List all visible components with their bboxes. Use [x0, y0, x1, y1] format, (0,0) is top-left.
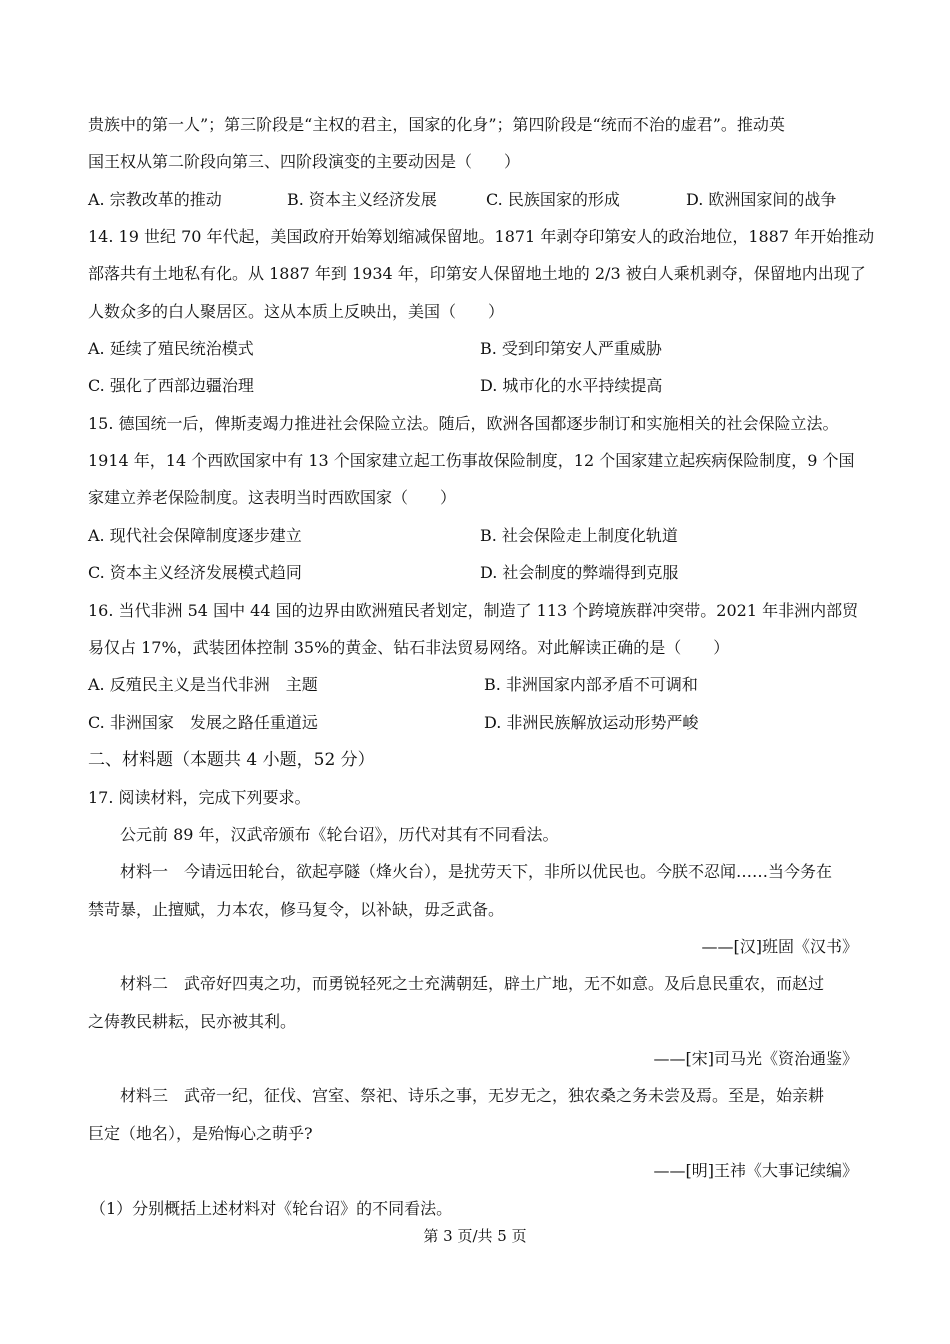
q15-option-d[interactable]: D. 社会制度的弊端得到克服 — [480, 563, 679, 582]
section-2-title: 二、材料题（本题共 4 小题，52 分） — [88, 750, 375, 770]
q13-option-c[interactable]: C. 民族国家的形成 — [486, 190, 620, 209]
material-3-line-2: 巨定（地名），是殆悔心之萌乎? — [88, 1124, 313, 1143]
material-2-line-1: 材料二 武帝好四夷之功，而勇锐轻死之士充满朝廷，辟土广地，无不如意。及后息民重农，而赵过 — [120, 974, 825, 993]
q15-line-3: 家建立养老保险制度。这表明当时西欧国家（ ） — [88, 488, 457, 507]
q17-subquestion-1: （1）分别概括上述材料对《轮台诏》的不同看法。 — [90, 1199, 453, 1218]
q14-option-c[interactable]: C. 强化了西部边疆治理 — [88, 376, 254, 395]
material-1-source: ——[汉]班固《汉书》 — [701, 937, 858, 956]
q13-line-2: 国王权从第二阶段向第三、四阶段演变的主要动因是（ ） — [88, 152, 521, 171]
q15-line-2: 1914 年，14 个西欧国家中有 13 个国家建立起工伤事故保险制度，12 个国家建立起疾病保险制度，9 个国 — [88, 451, 855, 470]
material-2-line-2: 之俦教民耕耘，民亦被其利。 — [88, 1012, 297, 1031]
q15-option-a[interactable]: A. 现代社会保障制度逐步建立 — [88, 526, 302, 545]
q15-line-1: 15. 德国统一后，俾斯麦竭力推进社会保险立法。随后，欧洲各国都逐步制订和实施相关的社会保险立法。 — [88, 414, 839, 433]
q14-line-2: 部落共有土地私有化。从 1887 年到 1934 年，印第安人保留地土地的 2/3 被白人乘机剥夺，保留地内出现了 — [88, 264, 866, 283]
q14-line-1: 14. 19 世纪 70 年代起，美国政府开始筹划缩减保留地。1871 年剥夺印第安人的政治地位，1887 年开始推动 — [88, 227, 875, 246]
q15-option-c[interactable]: C. 资本主义经济发展模式趋同 — [88, 563, 302, 582]
material-1-line-2: 禁苛暴，止擅赋，力本农，修马复令，以补缺，毋乏武备。 — [88, 900, 505, 919]
q13-option-d[interactable]: D. 欧洲国家间的战争 — [686, 190, 837, 209]
q16-option-c[interactable]: C. 非洲国家 发展之路任重道远 — [88, 713, 318, 732]
q14-line-3: 人数众多的白人聚居区。这从本质上反映出，美国（ ） — [88, 302, 505, 321]
q16-option-a[interactable]: A. 反殖民主义是当代非洲 主题 — [88, 675, 318, 694]
material-2-source: ——[宋]司马光《资治通鉴》 — [653, 1049, 858, 1068]
material-1-line-1: 材料一 今请远田轮台，欲起亭隧（烽火台），是扰劳天下，非所以优民也。今朕不忍闻……当今务在 — [120, 862, 833, 881]
q14-option-d[interactable]: D. 城市化的水平持续提高 — [480, 376, 663, 395]
q17-stem: 17. 阅读材料，完成下列要求。 — [88, 788, 311, 807]
q16-option-b[interactable]: B. 非洲国家内部矛盾不可调和 — [484, 675, 698, 694]
q17-intro: 公元前 89 年，汉武帝颁布《轮台诏》，历代对其有不同看法。 — [120, 825, 559, 844]
page-footer: 第 3 页/共 5 页 — [423, 1227, 527, 1245]
q13-option-a[interactable]: A. 宗教改革的推动 — [88, 190, 222, 209]
material-3-source: ——[明]王祎《大事记续编》 — [653, 1161, 858, 1180]
q16-option-d[interactable]: D. 非洲民族解放运动形势严峻 — [484, 713, 699, 732]
material-3-line-1: 材料三 武帝一纪，征伐、宫室、祭祀、诗乐之事，无岁无之，独农桑之务未尝及焉。至是，始亲耕 — [120, 1086, 825, 1105]
q16-line-1: 16. 当代非洲 54 国中 44 国的边界由欧洲殖民者划定，制造了 113 个跨境族群冲突带。2021 年非洲内部贸 — [88, 601, 859, 620]
q14-option-a[interactable]: A. 延续了殖民统治模式 — [88, 339, 254, 358]
q16-line-2: 易仅占 17%，武装团体控制 35%的黄金、钻石非法贸易网络。对此解读正确的是（ ） — [88, 638, 730, 657]
q14-option-b[interactable]: B. 受到印第安人严重威胁 — [480, 339, 662, 358]
q15-option-b[interactable]: B. 社会保险走上制度化轨道 — [480, 526, 678, 545]
q13-options — [88, 189, 868, 211]
q13-line-1: 贵族中的第一人”；第三阶段是“主权的君主，国家的化身”；第四阶段是“统而不治的虚君”。推动英 — [88, 115, 785, 134]
q13-option-b[interactable]: B. 资本主义经济发展 — [287, 190, 437, 209]
